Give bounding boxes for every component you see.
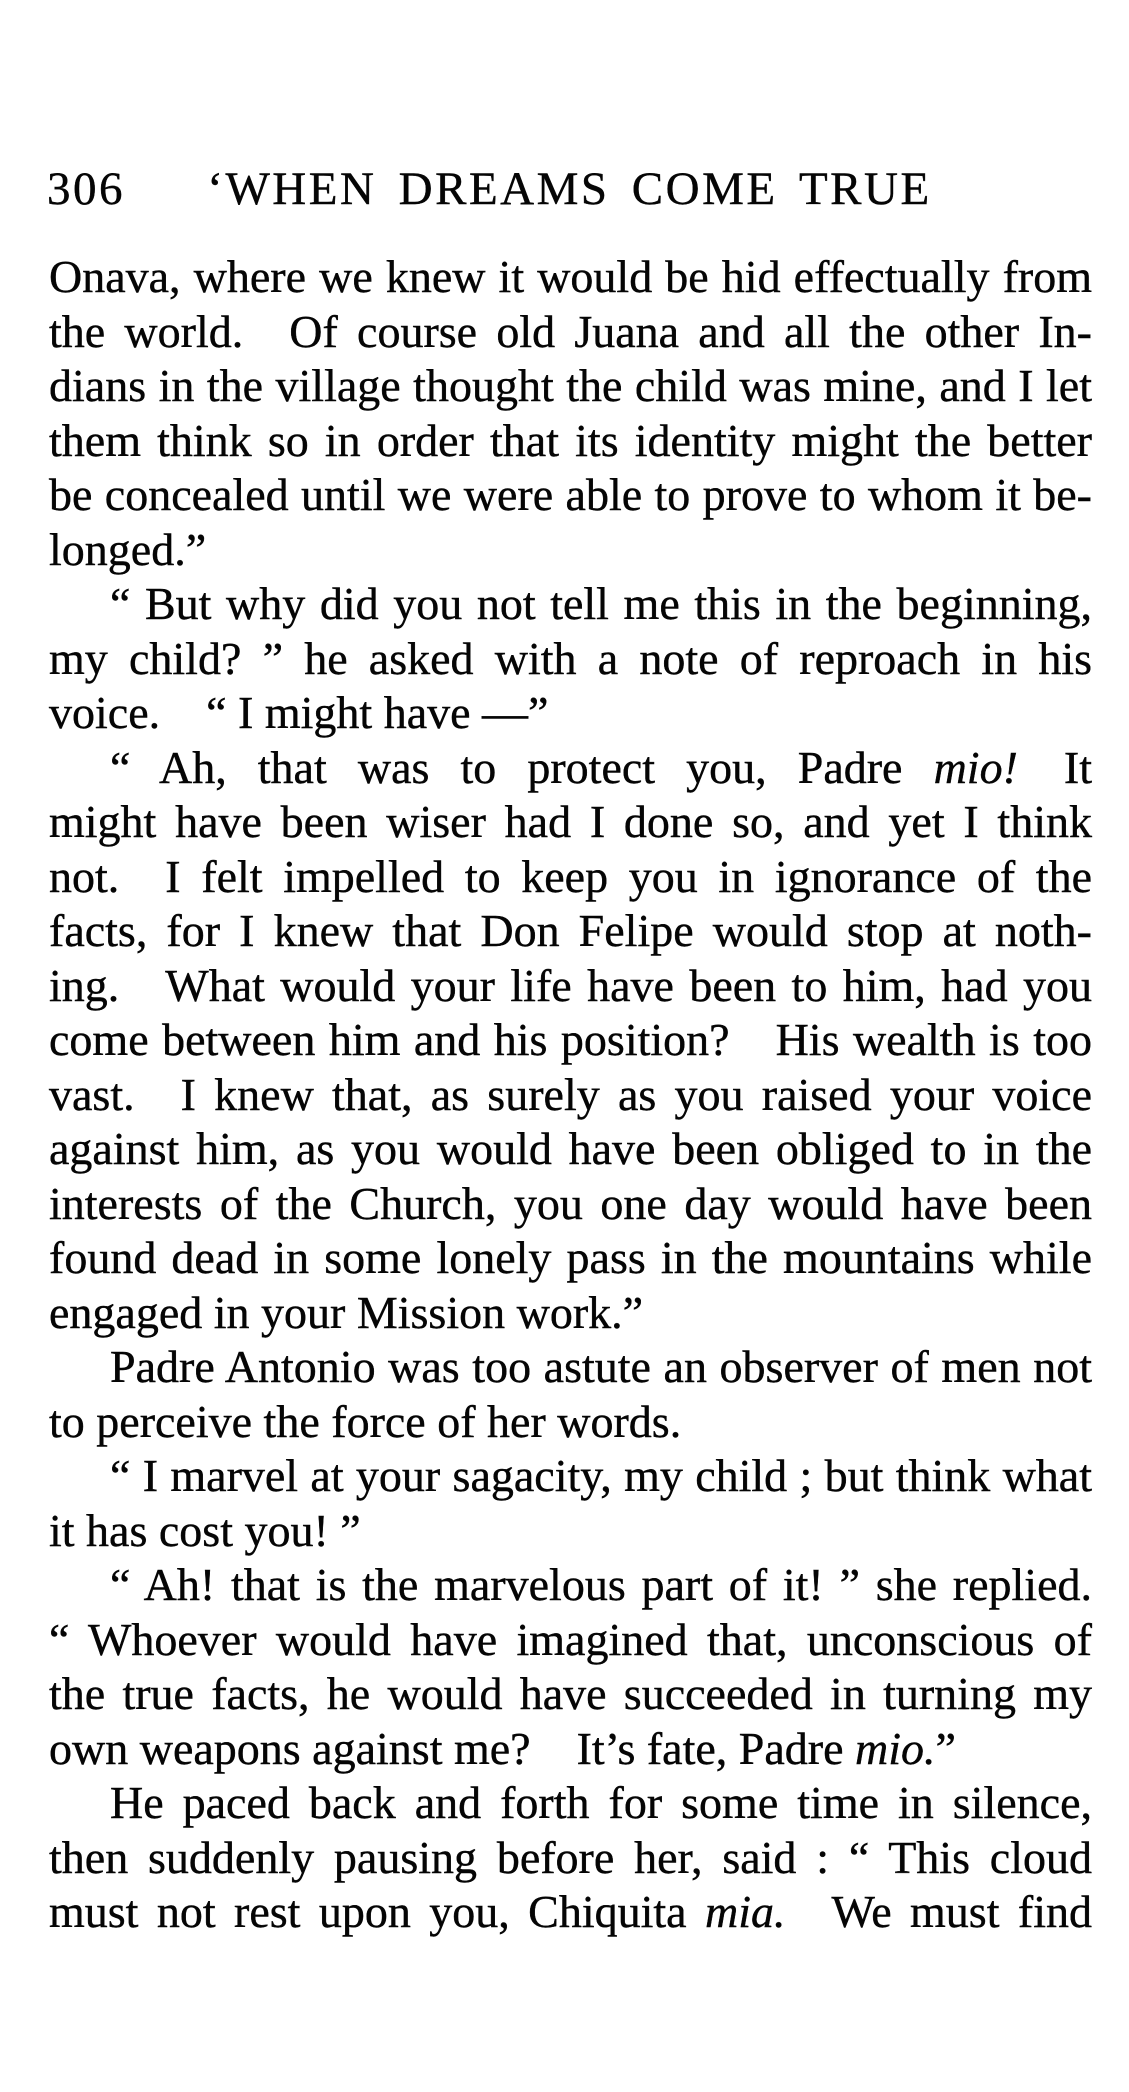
- text-line: it has cost you! ”: [49, 1504, 361, 1556]
- text-line: He paced back and forth for some time in silence,: [110, 1777, 1092, 1828]
- text-line: interests of the Church, you one day would have been: [49, 1177, 1092, 1229]
- text-line: the true facts, he would have succeeded in turning my: [49, 1668, 1092, 1719]
- text-line: to perceive the force of her words.: [49, 1395, 682, 1447]
- text-line: must not rest upon you, Chiquita mia. We must find: [49, 1886, 1092, 1937]
- text-line: “ Whoever would have imagined that, unconscious of: [49, 1613, 1092, 1665]
- text-line: against him, as you would have been obliged to in the: [49, 1123, 1092, 1174]
- text-line: found dead in some lonely pass in the mountains while: [49, 1232, 1092, 1283]
- text-line: the world. Of course old Juana and all the other In-: [49, 305, 1092, 357]
- page-number: 306: [47, 163, 125, 215]
- text-line: be concealed until we were able to prove to whom it be-: [49, 469, 1092, 520]
- text-line: longed.”: [49, 523, 207, 575]
- text-line: Onava, where we knew it would be hid effectually from: [49, 251, 1092, 302]
- text-line: might have been wiser had I done so, and yet I think: [49, 796, 1092, 847]
- text-line: then suddenly pausing before her, said : “ This cloud: [49, 1831, 1092, 1883]
- text-line: “ Ah! that is the marvelous part of it! ” she replied.: [110, 1559, 1092, 1610]
- text-line: Padre Antonio was too astute an observer of men not: [110, 1341, 1092, 1392]
- italic-text: mio.: [855, 1722, 936, 1774]
- text-line: my child? ” he asked with a note of reproach in his: [49, 632, 1092, 684]
- text-line: dians in the village thought the child was mine, and I let: [49, 360, 1092, 411]
- text-line: ing. What would your life have been to him, had you: [49, 959, 1092, 1011]
- page-header: [47, 163, 1092, 215]
- text-line: them think so in order that its identity might the better: [49, 414, 1092, 466]
- italic-text: mia.: [704, 1886, 786, 1937]
- text-line: not. I felt impelled to keep you in ignorance of the: [49, 850, 1092, 902]
- text-line: facts, for I knew that Don Felipe would stop at noth-: [49, 905, 1092, 956]
- text-line: “ Ah, that was to protect you, Padre mio! It: [110, 741, 1092, 793]
- text-line: vast. I knew that, as surely as you raised your voice: [49, 1068, 1092, 1120]
- body-text: [49, 250, 1092, 1940]
- text-line: own weapons against me? It’s fate, Padre mio.”: [49, 1722, 956, 1774]
- text-line: voice. “ I might have —”: [49, 687, 549, 738]
- text-line: engaged in your Mission work.”: [49, 1286, 644, 1338]
- italic-text: mio!: [933, 741, 1018, 793]
- text-line: “ I marvel at your sagacity, my child ; but think what: [110, 1450, 1092, 1501]
- running-title: ‘WHEN DREAMS COME TRUE: [207, 163, 932, 215]
- text-line: “ But why did you not tell me this in the beginning,: [110, 578, 1092, 629]
- text-line: come between him and his position? His wealth is too: [49, 1014, 1092, 1065]
